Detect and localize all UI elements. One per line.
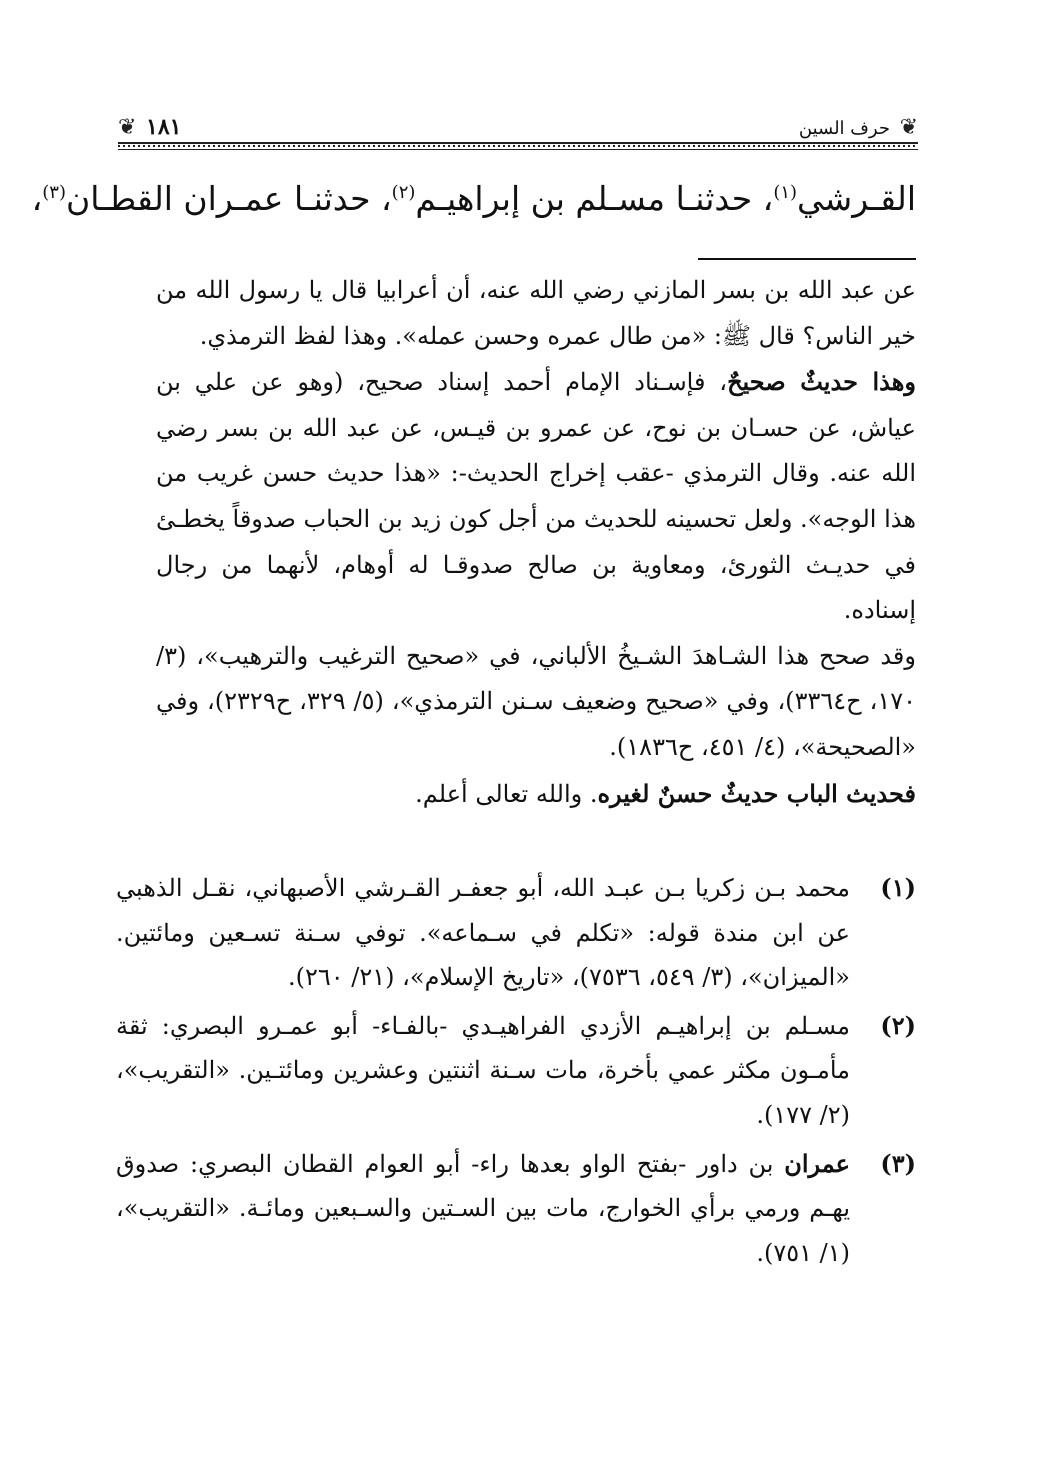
commentary-paragraph bbox=[156, 359, 916, 634]
footnote-number: (٢) bbox=[880, 1010, 916, 1040]
header-rule bbox=[118, 142, 918, 150]
footnote-body: بن داور -بفتح الواو بعدها راء- أبو العوام القطان البصري: صدوق يهـم ورمي برأي الخوارج، مات بين السـتين والسـبعين ومائـة. «التقريب»، (١/ ٧٥١). bbox=[116, 1149, 850, 1267]
footnote-item bbox=[116, 1142, 916, 1276]
commentary-paragraph bbox=[156, 771, 916, 818]
verdict-bold: فحديث الباب حديثٌ حسنٌ لغيره bbox=[597, 778, 916, 808]
commentary-text: ، فإسـناد الإمام أحمد إسناد صحيح، (وهو عن علي بن عياش، عن حسـان بن نوح، عن عمرو بن قيـس، عن عبد الله بن بسر رضي الله عنه. وقال الترمذي -عقب إخراج الحديث-: «هذا حديث حسن غريب من هذا الوجه». ولعل تحسينه للحديث من أجل كون زيد بن الحباب صدوقاً يخطـئ في حديـث الثورئ، ومعاوية بن صالح صدوقـا له أوهام، لأنهما من رجال إسناده. bbox=[156, 368, 916, 625]
footnote-ref: (١) bbox=[773, 182, 798, 203]
main-text-segment: ، حدثنـا عمـران القطـان bbox=[65, 179, 392, 218]
footnote-bold-lead: عمران bbox=[784, 1148, 850, 1178]
chapter-title: حرف السين bbox=[798, 118, 890, 139]
commentary-paragraph: وقد صحح هذا الشـاهدَ الشـيخُ الألباني، في «صحيح الترغيب والترهيب»، (٣/ ١٧٠، ح٣٣٦٤)، وفي «صحيح وضعيف سـنن الترمذي»، (٥/ ٣٢٩، ح٢٣٢٩)، وفي «الصحيحة»، (٤/ ٤٥١، ح١٨٣٦). bbox=[156, 641, 916, 761]
footnote-text: محمد بـن زكريا بـن عبـد الله، أبو جعفـر القـرشي الأصبهاني، نقـل الذهبي عن ابن مندة قوله: «تكلم في سـماعه». توفي سـنة تسـعين ومائتين. «الميزان»، (٣/ ٥٤٩، ٧٥٣٦)، «تاريخ الإسلام»، (٢١/ ٢٦٠). bbox=[116, 874, 851, 992]
main-text-segment: ، bbox=[31, 179, 43, 218]
footnotes-list bbox=[116, 866, 916, 1279]
footnote-item bbox=[116, 866, 916, 1000]
commentary-text: . والله تعالى أعلم. bbox=[415, 779, 598, 808]
commentary-block bbox=[156, 268, 916, 817]
footnote-text: مسـلم بن إبراهيـم الأزدي الفراهيـدي -بالفـاء- أبو عمـرو البصري: ثقة مأمـون مكثر عمي بأخرة، مات سـنة اثنتين وعشرين ومائتـين. «التقريب»، (٢/ ١٧٧). bbox=[116, 1011, 850, 1129]
footnote-separator bbox=[698, 258, 916, 260]
footnote-ref: (٣) bbox=[42, 182, 66, 203]
page-header bbox=[118, 108, 918, 148]
verdict-bold: وهذا حديثٌ صحيحٌ bbox=[727, 367, 916, 397]
footnote-item bbox=[116, 1004, 916, 1138]
footnote-ref: (٢) bbox=[391, 182, 416, 203]
page-number: ١٨١ bbox=[146, 114, 182, 140]
footnote-number: (٣) bbox=[880, 1148, 916, 1178]
floral-ornament-icon: ❦ bbox=[899, 115, 918, 140]
commentary-paragraph: عن عبد الله بن بسر المازني رضي الله عنه، أن أعرابيا قال يا رسول الله من خير الناس؟ قال ﷺ: «من طال عمره وحسن عمله». وهذا لفظ الترمذي. bbox=[156, 276, 916, 350]
footnote-number: (١) bbox=[880, 873, 916, 902]
main-text-line bbox=[31, 168, 916, 224]
footnote-text bbox=[116, 1142, 850, 1276]
floral-ornament-icon: ❦ bbox=[118, 115, 137, 140]
main-text-segment: ، حدثنـا مسـلم بن إبراهيـم bbox=[415, 179, 774, 218]
main-text-segment: القـرشي bbox=[797, 179, 916, 218]
